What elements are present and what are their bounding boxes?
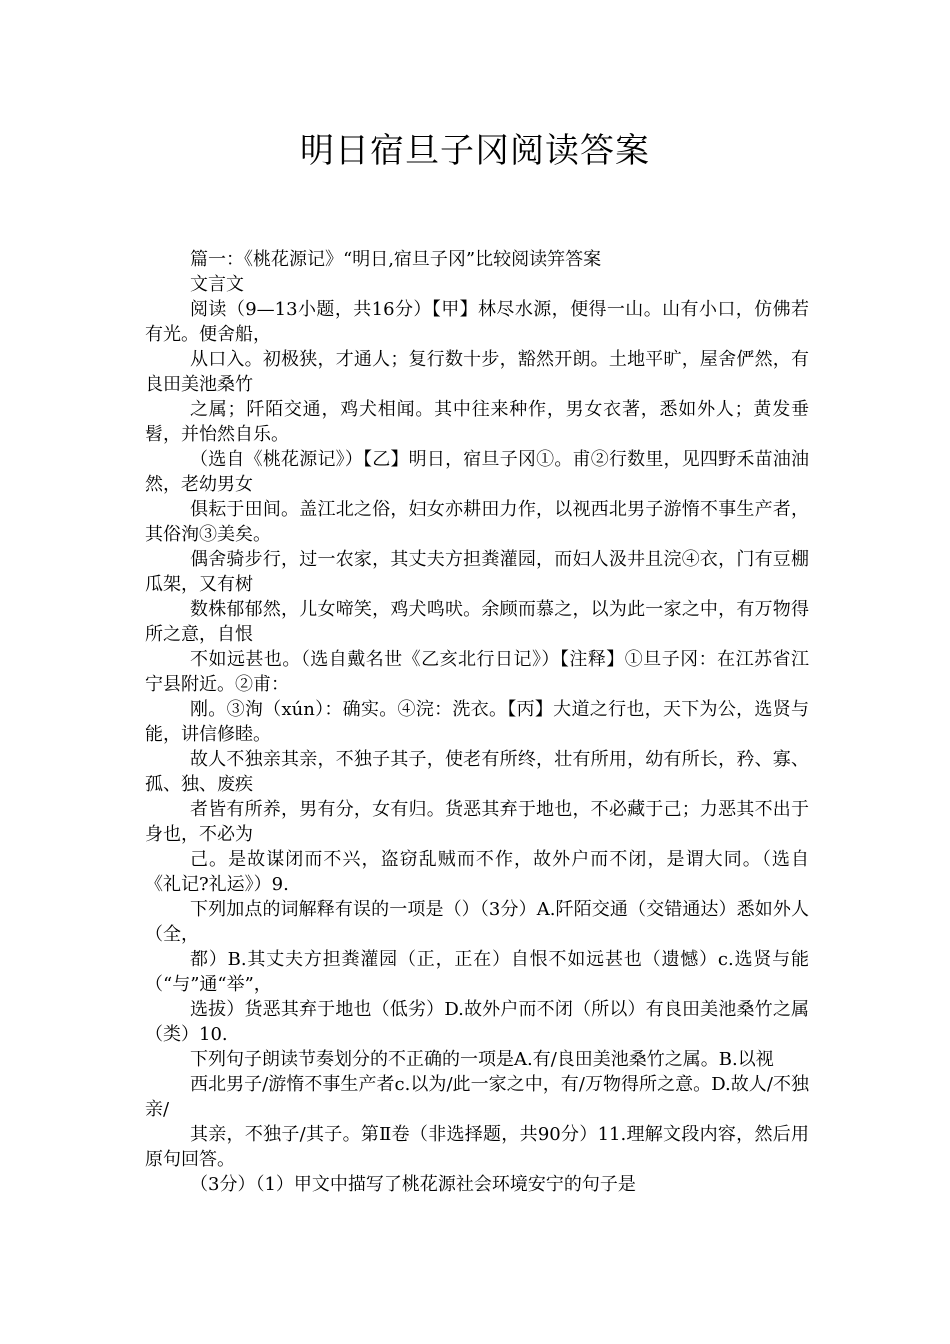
document-body xyxy=(145,247,809,1197)
paragraph: 西北男子/游惰不事生产者c.以为/此一家之中，有/万物得所之意。D.故人/不独亲/ xyxy=(145,1074,809,1120)
paragraph: 俱耘于田间。盖江北之俗，妇女亦耕田力作，以视西北男子游惰不事生产者，其俗洵③美矣。 xyxy=(145,499,809,545)
paragraph: 选拔）货恶其弃于地也（低劣）D.故外户而不闭（所以）有良田美池桑竹之属（类）10. xyxy=(145,999,809,1045)
paragraph: 都）B.其丈夫方担粪灌园（正，正在）自恨不如远甚也（遗憾）c.选贤与能（“与”通“举”， xyxy=(145,949,809,995)
paragraph: 篇一：《桃花源记》“明日,宿旦子冈”比较阅读笄答案 xyxy=(190,249,602,270)
paragraph: 下列句子朗读节奏划分的不正确的一项是A.有/良田美池桑竹之属。B.以视 xyxy=(190,1049,774,1070)
paragraph: 阅读（9—13小题，共16分）【甲】林尽水源，便得一山。山有小口，仿佛若有光。便舍船， xyxy=(145,299,809,345)
paragraph: 数株郁郁然，儿女啼笑，鸡犬鸣吠。余顾而慕之，以为此一家之中，有万物得所之意，自恨 xyxy=(145,599,809,645)
document-title: 明日宿旦子冈阅读答案 xyxy=(300,131,650,171)
paragraph: 不如远甚也。（选自戴名世《乙亥北行日记》）【注释】①旦子冈：在江苏省江宁县附近。②甫： xyxy=(145,649,809,695)
paragraph: 从口入。初极狭，才通人；复行数十步，豁然开朗。土地平旷，屋舍俨然，有良田美池桑竹 xyxy=(145,349,809,395)
paragraph: 刚。③洵（xún）：确实。④浣：洗衣。【丙】大道之行也，天下为公，选贤与能，讲信修睦。 xyxy=(145,699,809,745)
paragraph: 其亲，不独子/其子。第Ⅱ卷（非选择题，共90分）11.理解文段内容，然后用原句回答。 xyxy=(145,1124,809,1170)
paragraph: （3分）（1）甲文中描写了桃花源社会环境安宁的句子是 xyxy=(190,1174,636,1195)
paragraph: 之属；阡陌交通，鸡犬相闻。其中往来种作，男女衣著，悉如外人；黄发垂髫，并怡然自乐。 xyxy=(145,399,809,445)
paragraph: 故人不独亲其亲，不独子其子，使老有所终，壮有所用，幼有所长，矜、寡、孤、独、废疾 xyxy=(145,749,809,795)
paragraph: 者皆有所养，男有分，女有归。货恶其弃于地也，不必藏于己；力恶其不出于身也，不必为 xyxy=(145,799,809,845)
paragraph: 文言文 xyxy=(190,274,244,295)
paragraph: （选自《桃花源记》）【乙】明日，宿旦子冈①。甫②行数里，见四野禾苗油油然，老幼男女 xyxy=(145,449,809,495)
paragraph: 己。是故谋闭而不兴，盗窃乱贼而不作，故外户而不闭，是谓大同。（选自《礼记?礼运》）9. xyxy=(145,849,809,895)
paragraph: 偶舍骑步行，过一农家，其丈夫方担粪灌园，而妇人汲井且浣④衣，门有豆棚瓜架，又有树 xyxy=(145,549,809,595)
paragraph: 下列加点的词解释有误的一项是（）（3分）A.阡陌交通（交错通达）悉如外人（全， xyxy=(145,899,809,945)
